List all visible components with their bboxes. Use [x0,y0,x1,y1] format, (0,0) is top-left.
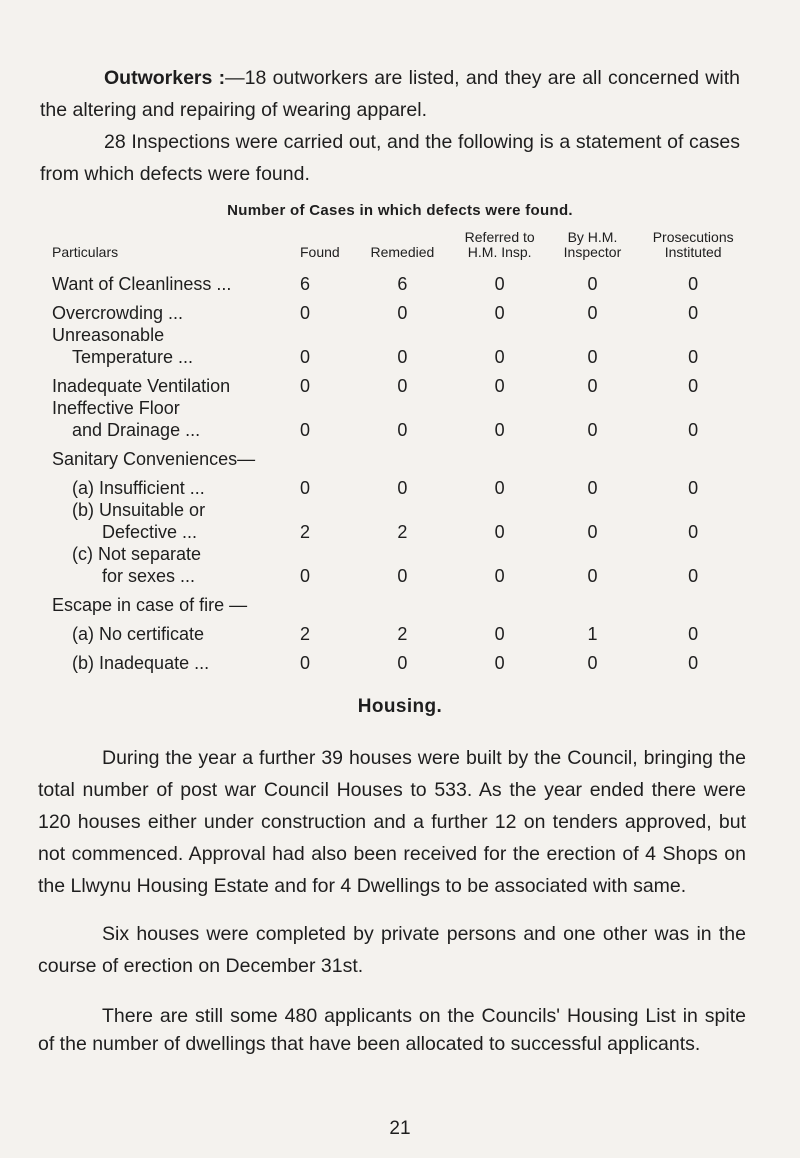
cell-prosecutions: 0 [688,653,699,673]
header-prosecutions-line1: Prosecutions [652,229,734,245]
cell-inspector: 0 [587,303,598,323]
cell-inspector: 0 [587,522,598,542]
cell-remedied: 2 [397,624,408,644]
outworkers-lead: Outworkers : [104,67,226,89]
cell-prosecutions: 0 [688,347,699,367]
group-label: Sanitary Conveniences— [52,449,256,469]
defects-table [52,230,752,674]
cell-remedied: 6 [397,274,408,294]
cell-inspector: 0 [587,653,598,673]
cell-referred: 0 [494,624,505,644]
cell-remedied: 0 [397,376,408,396]
cell-prosecutions: 0 [688,478,699,498]
table-header-row [52,230,752,266]
table-row [52,470,752,499]
housing-paragraph-2: Six houses were completed by private persons and one other was in the course of erection on December 31st. [38,923,746,977]
cell-remedied: 0 [397,347,408,367]
header-remedied: Remedied [370,244,435,260]
cell-found: 0 [300,478,311,498]
header-found: Found [300,244,340,260]
header-particulars: Particulars [52,244,119,260]
row-label: (a) Insufficient ... [72,478,205,498]
table-row [52,645,752,674]
table-row [52,266,752,295]
row-label [52,397,300,441]
housing-paragraph-3: There are still some 480 applicants on the Councils' Housing List in spite of the number of dwellings that have been allocated to successful applicants. [38,1005,746,1055]
page-number: 21 [389,1118,411,1139]
table-row [52,368,752,397]
cell-referred: 0 [494,274,505,294]
cell-remedied: 0 [397,653,408,673]
header-by-hm-line1: By H.M. [567,229,618,245]
cell-prosecutions: 0 [688,624,699,644]
cell-referred: 0 [494,522,505,542]
cell-prosecutions: 0 [688,566,699,586]
outworkers-text: —18 outworkers are listed, and they are all concerned with the altering and repairing of wearing apparel. [40,67,740,121]
cell-referred: 0 [494,303,505,323]
cell-referred: 0 [494,566,505,586]
row-label [52,324,300,368]
housing-paragraph-1: During the year a further 39 houses were built by the Council, bringing the total number of post war Council Houses to 533. As the year ended there were 120 houses either under construction and a further 12 on tenders approved, but not commenced. Approval had also been received for the erection of 4 Shops on the Llwynu Housing Estate and for 4 Dwellings to be associated with same. [38,747,746,897]
cell-prosecutions: 0 [688,274,699,294]
cell-found: 2 [300,624,311,644]
cell-prosecutions: 0 [688,522,699,542]
row-label-line1: (c) Not separate [72,544,202,564]
cell-referred: 0 [494,420,505,440]
cell-referred: 0 [494,376,505,396]
cell-prosecutions: 0 [688,376,699,396]
cell-prosecutions: 0 [688,303,699,323]
row-label-line1: Unreasonable [52,325,165,345]
cell-found: 6 [300,274,311,294]
table-group-row [52,587,752,616]
cell-inspector: 0 [587,274,598,294]
cell-found: 0 [300,303,311,323]
housing-heading: Housing. [357,696,443,717]
row-label: (a) No certificate [72,624,205,644]
cell-remedied: 0 [397,420,408,440]
cell-remedied: 0 [397,478,408,498]
row-label-line1: (b) Unsuitable or [72,500,206,520]
cell-found: 0 [300,376,311,396]
cell-inspector: 0 [587,478,598,498]
table-group-row [52,441,752,470]
table-row [52,397,752,441]
cell-inspector: 0 [587,566,598,586]
cell-found: 0 [300,566,311,586]
row-label-line1: Ineffective Floor [52,398,180,418]
header-by-hm [551,230,635,266]
cell-referred: 0 [494,347,505,367]
cell-found: 0 [300,420,311,440]
inspections-paragraph: 28 Inspections were carried out, and the following is a statement of cases from which defects were found. [40,131,740,185]
table-row [52,295,752,324]
header-prosecutions [634,230,752,266]
row-label-line2: Defective ... [102,522,198,542]
cell-inspector: 0 [587,347,598,367]
cell-inspector: 1 [587,624,598,644]
cell-found: 0 [300,653,311,673]
cell-found: 2 [300,522,311,542]
cell-inspector: 0 [587,420,598,440]
row-label: Overcrowding ... [52,303,184,323]
cell-referred: 0 [494,653,505,673]
group-label: Escape in case of fire — [52,595,248,615]
table-row [52,543,752,587]
cell-prosecutions: 0 [688,420,699,440]
row-label: Inadequate Ventilation [52,376,231,396]
header-referred-line1: Referred to [464,229,535,245]
table-row [52,499,752,543]
header-referred-line2: H.M. Insp. [467,244,532,260]
cell-remedied: 0 [397,566,408,586]
row-label: Want of Cleanliness ... [52,274,232,294]
row-label: (b) Inadequate ... [72,653,210,673]
cell-remedied: 2 [397,522,408,542]
row-label-line2: and Drainage ... [72,420,201,440]
row-label-line2: Temperature ... [72,347,194,367]
header-referred [449,230,551,266]
table-row [52,324,752,368]
table-title: Number of Cases in which defects were found. [227,202,573,219]
cell-inspector: 0 [587,376,598,396]
header-by-hm-line2: Inspector [563,244,622,260]
outworkers-paragraph [40,62,740,126]
row-label [52,499,300,543]
row-label-line2: for sexes ... [102,566,196,586]
cell-found: 0 [300,347,311,367]
cell-referred: 0 [494,478,505,498]
row-label [52,543,300,587]
cell-remedied: 0 [397,303,408,323]
table-row [52,616,752,645]
header-prosecutions-line2: Instituted [664,244,722,260]
